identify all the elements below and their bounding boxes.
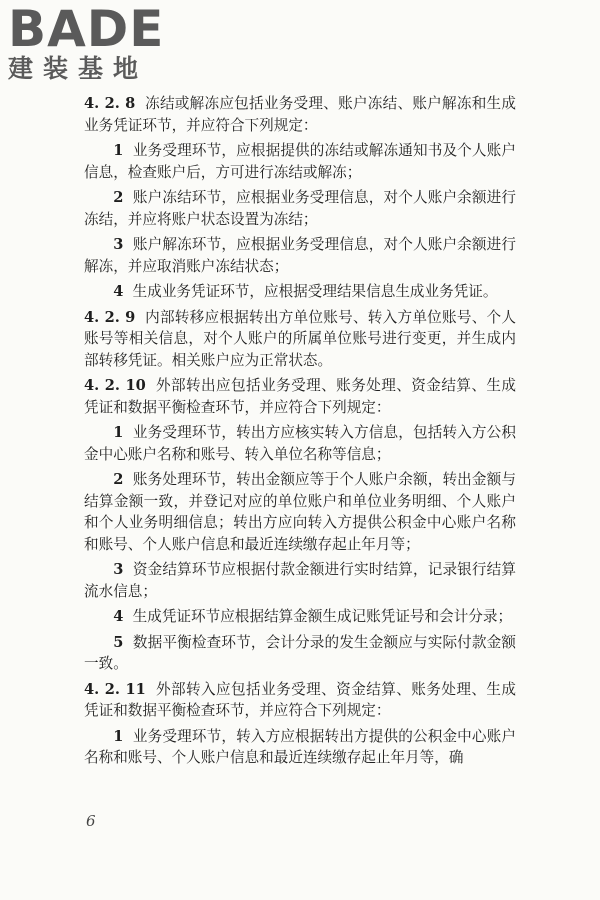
item-number: 1 xyxy=(113,727,124,745)
item-text: 数据平衡检查环节，会计分录的发生金额应与实际付款金额一致。 xyxy=(84,633,516,672)
clause-number: 4. 2. 8 xyxy=(84,95,136,112)
item-text: 生成业务凭证环节，应根据受理结果信息生成业务凭证。 xyxy=(132,283,498,300)
item-number: 4 xyxy=(113,608,124,625)
item-text: 账务处理环节，转出金额应等于个人账户余额，转出金额与结算金额一致，并登记对应的单位账户和单位业务明细、个人账户和个人业务明细信息；转出方应向转入方提供公积金中心账户名称和账号、个人账户信息和最近连续缴存起止年月等； xyxy=(84,471,516,553)
page-number: 6 xyxy=(86,812,96,830)
item-text: 业务受理环节，转出方应核实转入方信息，包括转入方公积金中心账户名称和账号、转入单位名称等信息； xyxy=(84,424,516,463)
item-number: 5 xyxy=(113,633,124,651)
item-text: 账户冻结环节，应根据业务受理信息，对个人账户余额进行冻结，并应将账户状态设置为冻结； xyxy=(84,189,516,228)
list-item xyxy=(84,187,516,230)
item-text: 业务受理环节，应根据提供的冻结或解冻通知书及个人账户信息，检查账户后，方可进行冻结或解冻； xyxy=(84,142,516,181)
item-text: 生成凭证环节应根据结算金额生成记账凭证号和会计分录； xyxy=(132,608,513,625)
item-number: 1 xyxy=(113,142,124,159)
item-number: 3 xyxy=(113,561,124,578)
logo-main-text: BADE xyxy=(8,0,165,58)
clause-number: 4. 2. 11 xyxy=(84,680,146,698)
clause-4-2-9 xyxy=(84,307,516,372)
item-number: 2 xyxy=(113,189,124,206)
list-item xyxy=(84,281,516,303)
list-item xyxy=(84,140,516,183)
list-item xyxy=(84,469,516,555)
item-text: 资金结算环节应根据付款金额进行实时结算，记录银行结算流水信息； xyxy=(84,561,516,600)
document-body xyxy=(84,93,516,773)
item-text: 账户解冻环节，应根据业务受理信息，对个人账户余额进行解冻，并应取消账户冻结状态； xyxy=(84,236,516,275)
logo xyxy=(8,0,165,83)
list-item xyxy=(84,726,516,769)
clause-4-2-10 xyxy=(84,375,516,418)
item-number: 3 xyxy=(113,236,124,253)
clause-text: 内部转移应根据转出方单位账号、转入方单位账号、个人账号等相关信息，对个人账户的所属单位账号进行变更，并生成内部转移凭证。相关账户应为正常状态。 xyxy=(84,308,516,369)
list-item xyxy=(84,606,516,628)
list-item xyxy=(84,632,516,675)
clause-number: 4. 2. 10 xyxy=(84,377,146,394)
clause-text: 冻结或解冻应包括业务受理、账户冻结、账户解冻和生成业务凭证环节，并应符合下列规定： xyxy=(84,95,516,134)
logo-sub-text: 建装基地 xyxy=(8,54,149,83)
item-number: 1 xyxy=(113,424,124,441)
list-item xyxy=(84,422,516,465)
clause-number: 4. 2. 9 xyxy=(84,308,136,326)
clause-text: 外部转出应包括业务受理、账务处理、资金结算、生成凭证和数据平衡检查环节，并应符合下列规定： xyxy=(84,377,516,416)
list-item xyxy=(84,234,516,277)
clause-4-2-8 xyxy=(84,93,516,136)
clause-text: 外部转入应包括业务受理、资金结算、账务处理、生成凭证和数据平衡检查环节，并应符合下列规定： xyxy=(84,680,516,719)
item-number: 2 xyxy=(113,471,124,488)
item-number: 4 xyxy=(113,283,124,300)
list-item xyxy=(84,559,516,602)
item-text: 业务受理环节，转入方应根据转出方提供的公积金中心账户名称和账号、个人账户信息和最近连续缴存起止年月等，确 xyxy=(84,727,516,766)
clause-4-2-11 xyxy=(84,679,516,722)
